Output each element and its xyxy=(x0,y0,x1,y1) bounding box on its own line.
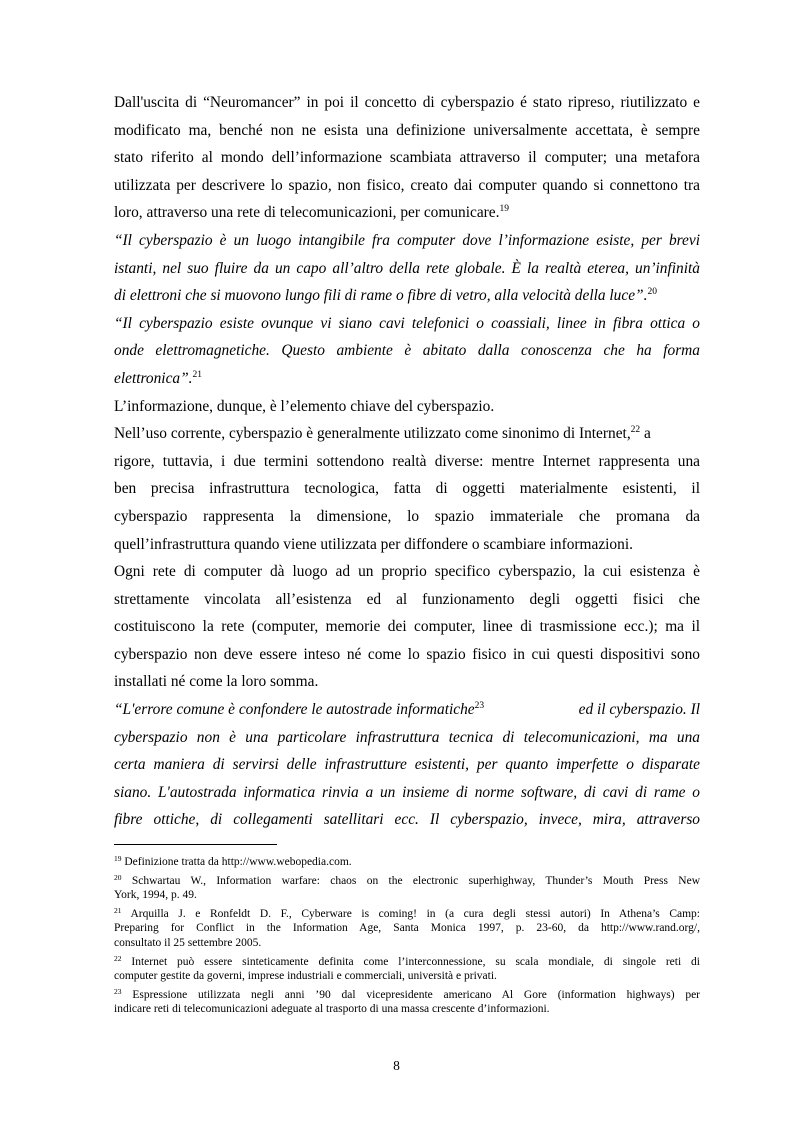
footnote-line: Preparing for Conflict in the Information Age, Santa Monica 1997, p. 23-60, da http://www.rand.org/, xyxy=(114,922,700,935)
text-line: costituiscono la rete (computer, memorie dei computer, linee di trasmissione ecc.); ma il xyxy=(114,618,700,636)
footnote-ref-22: 22 xyxy=(630,425,641,436)
footnote-ref-19: 19 xyxy=(499,204,509,215)
text-line: cyberspazio rappresenta la dimensione, lo spazio immateriale che promana da xyxy=(114,507,700,525)
quote-line: onde elettromagnetiche. Questo ambiente è abitato dalla conoscenza che ha forma xyxy=(114,342,700,360)
text-line: rigore, tuttavia, i due termini sottendono realtà diverse: mentre Internet rappresenta una xyxy=(114,452,700,470)
quote-line: elettronica”.$^{21}$ xyxy=(114,369,203,387)
footnote-line: $^{21}$ Arquilla J. e Ronfeldt D. F., Cyberware is coming! in (a cura degli stessi autori) In Athena’s Camp: xyxy=(114,905,700,920)
text-line: utilizzata per descrivere lo spazio, non fisico, creato dai computer quando si connettono tra xyxy=(114,176,700,194)
footnote-number: 19 xyxy=(114,854,122,863)
footnote-ref-20: 20 xyxy=(647,287,657,298)
footnote-text: Definizione tratta da http://www.webopedia.com. xyxy=(124,856,352,868)
text-line: ben precisa infrastruttura tecnologica, fatta di oggetti materialmente esistenti, il xyxy=(114,480,700,498)
quote-line: “Il cyberspazio esiste ovunque vi siano cavi telefonici o coassiali, linee in fibra ottica o xyxy=(114,314,700,332)
text-line: cyberspazio non deve essere inteso né come lo spazio fisico in cui questi dispositivi sono xyxy=(114,645,700,663)
text-line: Nell’uso corrente, cyberspazio è generalmente utilizzato come sinonimo di Internet,$^{22}$ a xyxy=(114,425,651,443)
text-line: Dall'uscita di “Neuromancer” in poi il concetto di cyberspazio é stato ripreso, riutilizzato e xyxy=(114,94,700,111)
footnote-19 xyxy=(114,855,700,870)
footnote-22 xyxy=(114,955,700,984)
footnote-line: $^{20}$ Schwartau W., Information warfare: chaos on the electronic superhighway, Thunder’s Mouth Press New xyxy=(114,872,701,887)
footnote-20 xyxy=(114,874,700,903)
quote-line: cyberspazio non è una particolare infrastruttura tecnica di telecomunicazioni, ma una xyxy=(114,728,700,746)
text-line: quell’infrastruttura quando viene utilizzata per diffondere o scambiare informazioni. xyxy=(114,535,633,553)
text-line: Ogni rete di computer dà luogo ad un proprio specifico cyberspazio, la cui esistenza è xyxy=(114,563,700,581)
text-line: loro, attraverso una rete di telecomunicazioni, per comunicare.$^{19}$ xyxy=(114,204,509,222)
page-number: 8 xyxy=(393,1058,400,1073)
footnote-line: $^{22}$ Internet può essere sinteticamente definita come l’interconnessione, su scala mondiale, di singole reti di xyxy=(114,953,700,968)
footnote-23 xyxy=(114,988,700,1017)
footnotes xyxy=(114,855,700,1021)
text-line: installati né come la loro somma. xyxy=(114,673,319,691)
quote-line: certa maniera di servirsi delle infrastrutture esistenti, per quanto imperfette o disparate xyxy=(114,756,700,774)
footnote-line: indicare reti di telecomunicazioni adeguate al trasporto di una massa crescente d’informazioni. xyxy=(114,1003,550,1016)
quote-line: fibre ottiche, di collegamenti satellitari ecc. Il cyberspazio, invece, mira, attraverso xyxy=(114,811,700,829)
text-line: strettamente vincolata all’esistenza ed al funzionamento degli oggetti fisici che xyxy=(114,590,700,608)
footnote-line: York, 1994, p. 49. xyxy=(114,889,197,902)
footnote-ref-23: 23 xyxy=(474,701,485,712)
body-text xyxy=(114,89,700,834)
text-line: modificato ma, benché non ne esista una definizione universalmente accettata, è sempre xyxy=(114,121,700,139)
footnote-ref-21: 21 xyxy=(192,369,203,380)
text-line: L’informazione, dunque, è l’elemento chiave del cyberspazio. xyxy=(114,397,495,415)
footnote-21 xyxy=(114,907,700,951)
quote-line: di elettroni che si muovono lungo fili di rame o fibre di vetro, alla velocità della luce”.$^{20}$ xyxy=(114,287,657,305)
text-line: stato riferito al mondo dell’informazione scambiata attraverso il computer; una metafora xyxy=(114,149,700,167)
quote-line: istanti, nel suo fluire da un capo all’altro della rete globale. È la realtà eterea, un’infinità xyxy=(114,259,700,277)
footnote-line: $^{23}$ Espressione utilizzata negli anni ’90 dal vicepresidente americano Al Gore (information highways) per xyxy=(114,986,701,1001)
quote-line: “Il cyberspazio è un luogo intangibile fra computer dove l’informazione esiste, per brevi xyxy=(114,231,700,249)
quote-line: siano. L'autostrada informatica rinvia a un insieme di norme software, di cavi di rame o xyxy=(114,783,700,801)
footnote-line: consultato il 25 settembre 2005. xyxy=(114,936,262,949)
quote-line: “L'errore comune è confondere le autostrade informatiche$^{23}$ ed il cyberspazio. Il xyxy=(114,701,700,719)
footnote-separator xyxy=(114,844,277,845)
footnote-line: computer gestite da governi, imprese industriali e commerciali, università e privati. xyxy=(114,970,497,983)
